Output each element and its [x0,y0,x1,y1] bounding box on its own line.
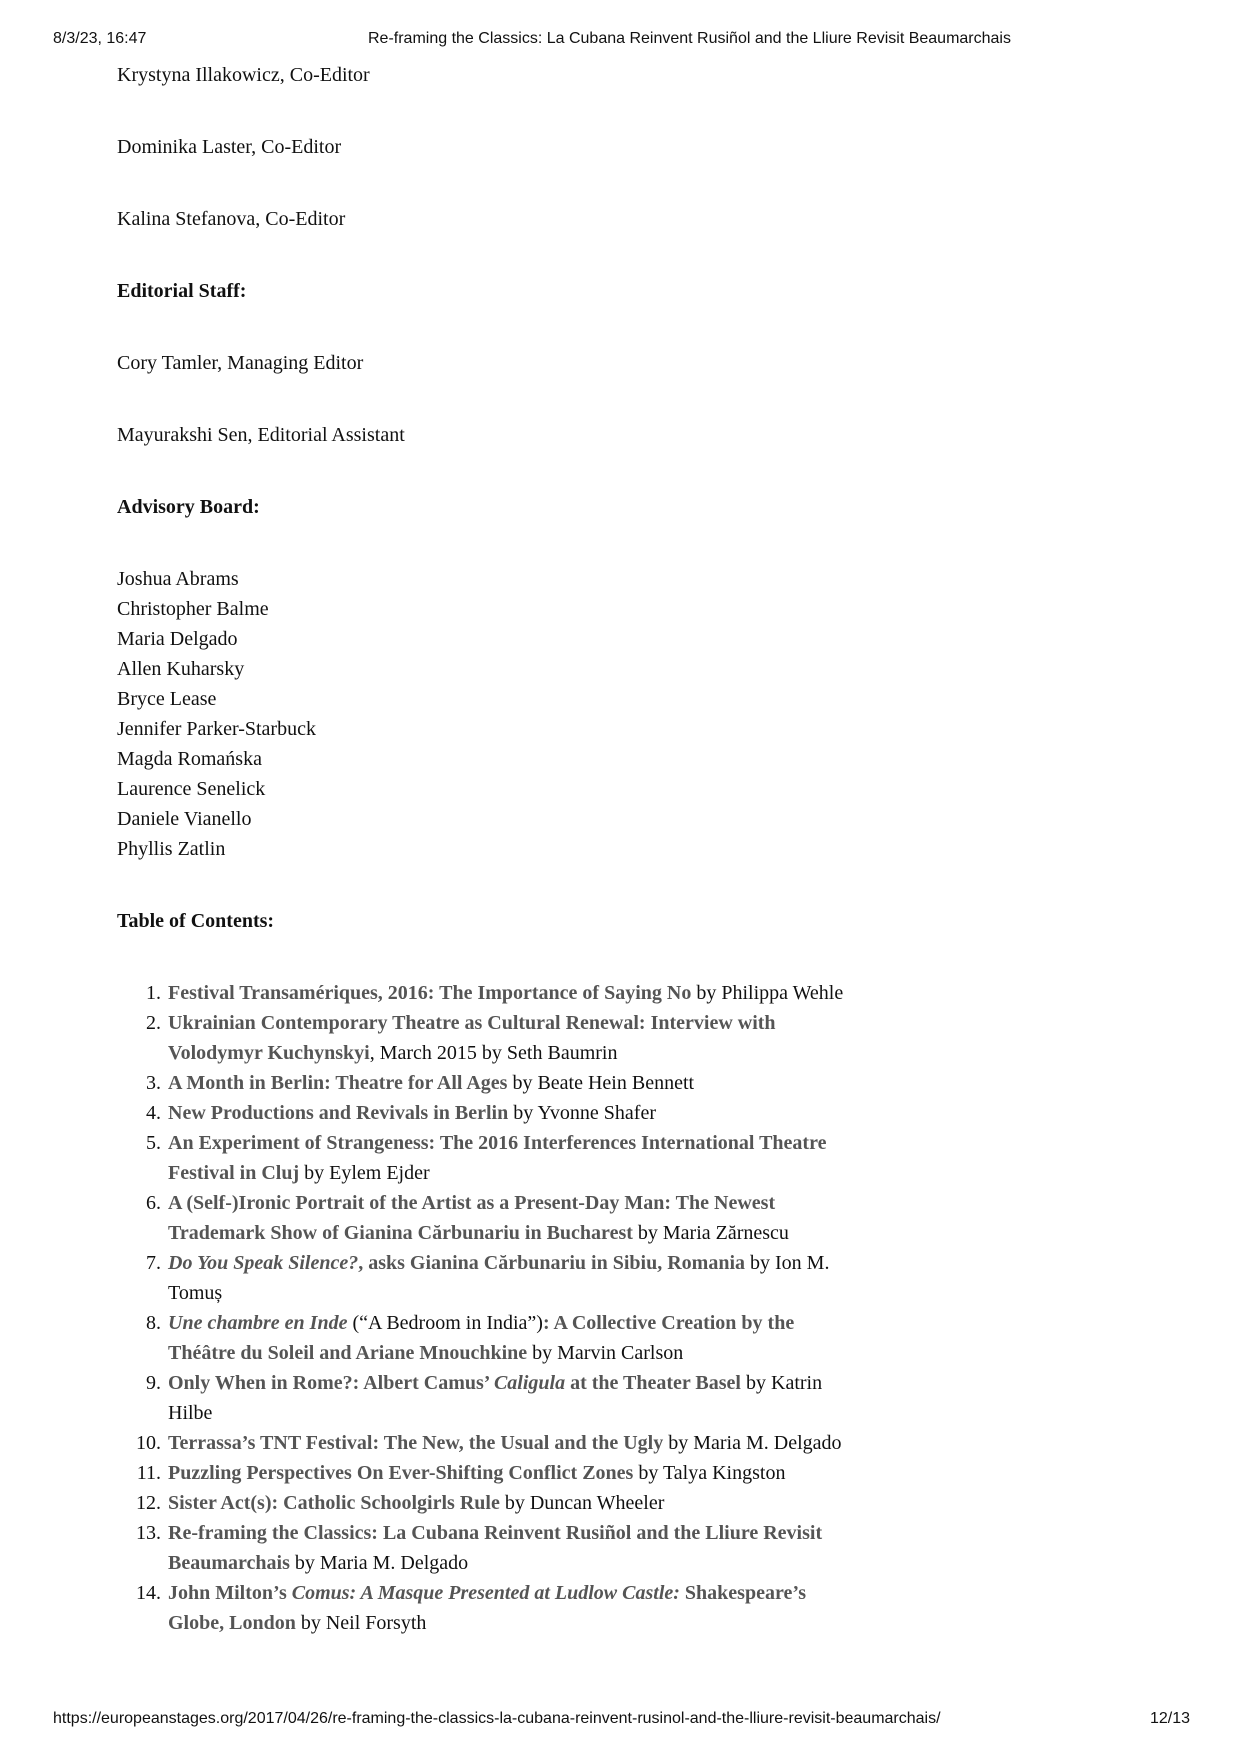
print-footer [0,1710,1240,1732]
editor-line: Dominika Laster, Co-Editor [117,136,342,158]
board-member: Maria Delgado [117,628,238,650]
print-page-title: Re-framing the Classics: La Cubana Reinvent Rusiñol and the Lliure Revisit Beaumarchais [368,30,1011,47]
toc-item [136,1488,857,1518]
page-number: 12/13 [1149,1710,1190,1727]
editor-line: Krystyna Illakowicz, Co-Editor [117,64,370,86]
toc-article-link[interactable]: Only When in Rome?: Albert Camus’ [168,1372,494,1394]
editorial-staff-heading: Editorial Staff: [117,280,247,302]
staff-line: Mayurakshi Sen, Editorial Assistant [117,424,405,446]
toc-item [146,978,857,1008]
toc-item [136,1458,857,1488]
toc-item [146,1068,857,1098]
table-of-contents [117,978,857,1638]
toc-item [146,1008,857,1068]
toc-byline: by Philippa Wehle [691,982,844,1004]
board-member: Magda Romańska [117,748,262,770]
toc-article-link[interactable]: A (Self-)Ironic Portrait of the Artist as a Present-Day Man: The Newest Trademark Show of Gianina Cărbunariu in Bucharest [168,1192,776,1244]
toc-article-link[interactable]: : A Collective Creation by the Théâtre du Soleil and Ariane Mnouchkine [168,1312,795,1364]
staff-line: Cory Tamler, Managing Editor [117,352,364,374]
board-member: Phyllis Zatlin [117,838,226,860]
toc-item-number: 1. [146,982,161,1004]
board-member: Christopher Balme [117,598,269,620]
toc-article-link[interactable]: Ukrainian Contemporary Theatre as Cultural Renewal: Interview with Volodymyr Kuchynskyi [168,1012,776,1064]
toc-item [136,1578,857,1638]
toc-item [146,1098,857,1128]
board-member: Jennifer Parker-Starbuck [117,718,316,740]
toc-item [146,1248,857,1308]
toc-byline: by Neil Forsyth [295,1612,427,1634]
toc-byline: , March 2015 by Seth Baumrin [369,1042,618,1064]
board-member: Joshua Abrams [117,568,239,590]
toc-item-number: 5. [146,1132,161,1154]
toc-item [136,1518,857,1578]
toc-item-number: 7. [146,1252,161,1274]
toc-article-link[interactable]: John Milton’s [168,1582,292,1604]
toc-article-link[interactable]: Re-framing the Classics: La Cubana Reinvent Rusiñol and the Lliure Revisit Beaumarchais [168,1522,823,1574]
toc-article-link[interactable]: New Productions and Revivals in Berlin [168,1102,509,1124]
toc-byline: by Beate Hein Bennett [507,1072,695,1094]
toc-byline: by Maria Zărnescu [632,1222,789,1244]
toc-heading: Table of Contents: [117,910,275,932]
toc-item [146,1128,857,1188]
toc-article-link[interactable]: , asks Gianina Cărbunariu in Sibiu, Romania [358,1252,745,1274]
article-content [117,60,857,1638]
toc-item-number: 13. [136,1522,161,1544]
toc-article-link[interactable]: A Month in Berlin: Theatre for All Ages [168,1072,508,1094]
toc-article-link[interactable]: Caligula [493,1372,566,1394]
advisory-board-list [117,564,857,864]
board-member: Allen Kuharsky [117,658,245,680]
toc-byline: by Marvin Carlson [527,1342,684,1364]
toc-article-link[interactable]: Do You Speak Silence? [168,1252,359,1274]
board-member: Daniele Vianello [117,808,252,830]
print-header [0,30,1240,52]
toc-item [146,1308,857,1368]
toc-article-link[interactable]: Shakespeare’s Globe, London [168,1582,807,1634]
board-member: Bryce Lease [117,688,217,710]
toc-item-number: 14. [136,1582,161,1604]
toc-item [146,1368,857,1428]
toc-article-link[interactable]: Comus: A Masque Presented at Ludlow Castle: [291,1582,680,1604]
toc-item [146,1188,857,1248]
advisory-board-heading: Advisory Board: [117,496,260,518]
toc-article-link[interactable]: Festival Transamériques, 2016: The Importance of Saying No [168,982,692,1004]
toc-article-link[interactable]: Terrassa’s TNT Festival: The New, the Usual and the Ugly [168,1432,664,1454]
toc-byline: by Katrin Hilbe [168,1372,823,1424]
toc-byline: by Maria M. Delgado [663,1432,842,1454]
print-datetime: 8/3/23, 16:47 [53,30,147,47]
toc-item-number: 11. [136,1462,161,1484]
toc-byline: by Yvonne Shafer [508,1102,656,1124]
page-url: https://europeanstages.org/2017/04/26/re-framing-the-classics-la-cubana-reinvent-rusinol-and-the-lliure-revisit-beaumarchais/ [53,1710,941,1727]
toc-byline: by Ion M. Tomuș [168,1252,830,1304]
toc-item-number: 2. [146,1012,161,1034]
toc-item-number: 4. [146,1102,161,1124]
toc-item-number: 9. [146,1372,161,1394]
toc-item-number: 3. [146,1072,161,1094]
toc-item-number: 12. [136,1492,161,1514]
toc-article-link[interactable]: at the Theater Basel [565,1372,741,1394]
toc-byline: by Eylem Ejder [299,1162,430,1184]
toc-byline: (“A Bedroom in India”) [347,1312,543,1334]
toc-article-link[interactable]: Puzzling Perspectives On Ever-Shifting Conflict Zones [168,1462,634,1484]
board-member: Laurence Senelick [117,778,266,800]
toc-item [136,1428,857,1458]
toc-byline: by Duncan Wheeler [499,1492,665,1514]
toc-item-number: 10. [136,1432,161,1454]
toc-article-link[interactable]: Une chambre en Inde [168,1312,348,1334]
toc-byline: by Talya Kingston [633,1462,786,1484]
toc-article-link[interactable]: An Experiment of Strangeness: The 2016 Interferences International Theatre Festival in Cluj [168,1132,827,1184]
toc-item-number: 8. [146,1312,161,1334]
toc-article-link[interactable]: Sister Act(s): Catholic Schoolgirls Rule [168,1492,500,1514]
editor-line: Kalina Stefanova, Co-Editor [117,208,346,230]
toc-byline: by Maria M. Delgado [289,1552,469,1574]
toc-item-number: 6. [146,1192,161,1214]
